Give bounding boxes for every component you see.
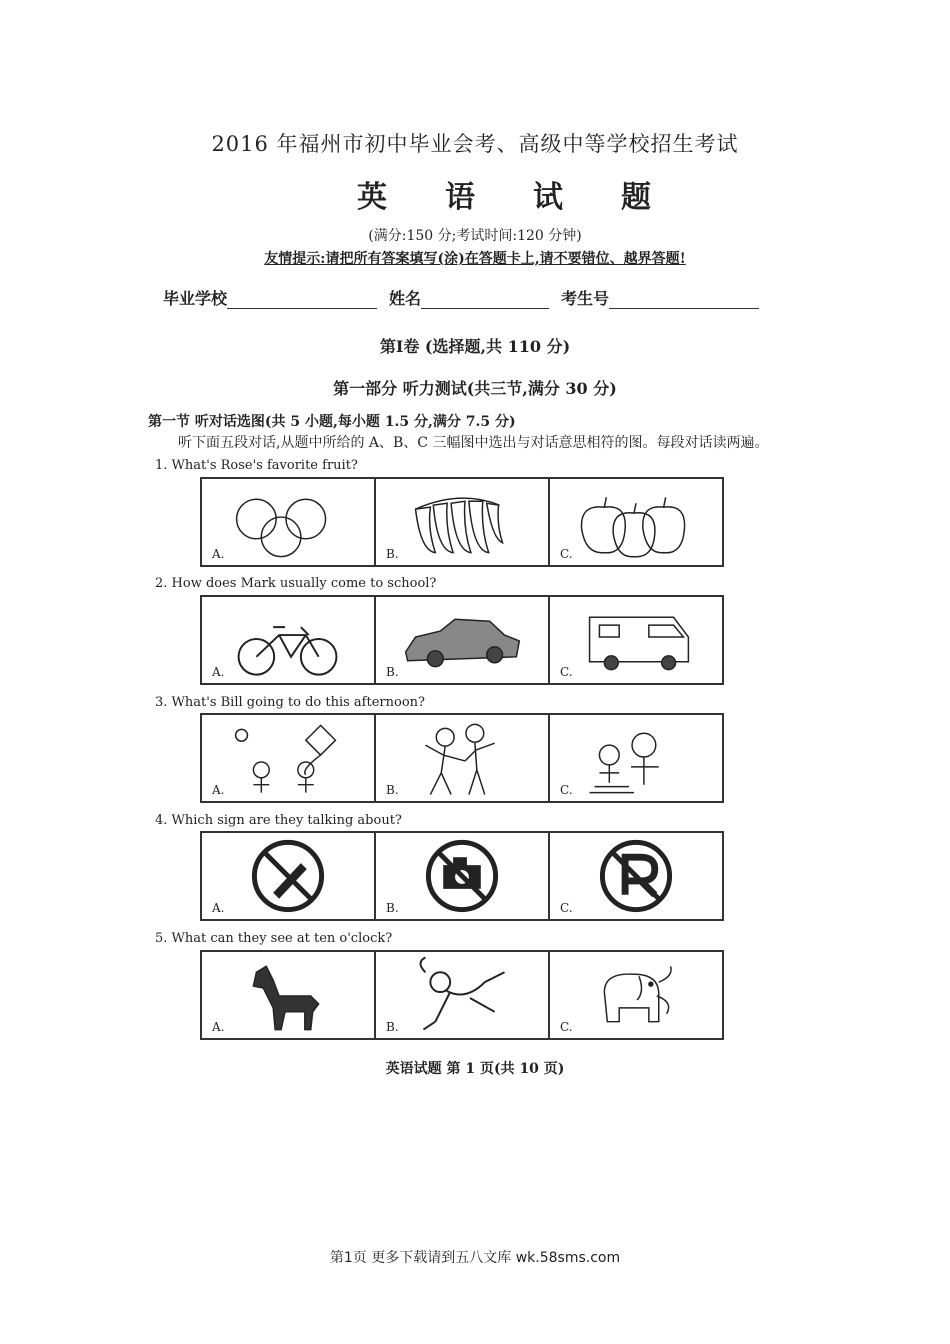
student-info-fields bbox=[163, 286, 771, 309]
school-line bbox=[227, 290, 377, 309]
apples-icon bbox=[550, 479, 722, 565]
option-label: A. bbox=[212, 901, 225, 915]
option-label: B. bbox=[386, 901, 399, 915]
horse-icon bbox=[202, 952, 374, 1038]
subject-title: 英语试题 bbox=[357, 180, 709, 215]
question-5: 5. What can they see at ten o'clock? bbox=[155, 931, 393, 946]
option-b bbox=[376, 833, 550, 919]
question-3: 3. What's Bill going to do this afternoon? bbox=[155, 695, 425, 710]
option-label: C. bbox=[560, 665, 573, 679]
question-1-options bbox=[200, 477, 724, 567]
source-footer: 第1页 更多下载请到五八文库 wk.58sms.com bbox=[329, 1250, 621, 1266]
dancing-icon bbox=[376, 715, 548, 801]
no-photo-icon bbox=[376, 833, 548, 919]
option-a bbox=[202, 952, 376, 1038]
option-c bbox=[550, 833, 722, 919]
question-5-options bbox=[200, 950, 724, 1040]
option-label: B. bbox=[386, 547, 399, 561]
elephant-icon bbox=[550, 952, 722, 1038]
option-c bbox=[550, 597, 722, 683]
question-4-options bbox=[200, 831, 724, 921]
option-a bbox=[202, 597, 376, 683]
picnic-icon bbox=[550, 715, 722, 801]
option-label: C. bbox=[560, 901, 573, 915]
exam-title: 2016 年福州市初中毕业会考、高级中等学校招生考试 bbox=[211, 132, 739, 156]
name-label: 姓名 bbox=[389, 289, 422, 308]
bicycle-icon bbox=[202, 597, 374, 683]
van-icon bbox=[550, 597, 722, 683]
monkey-icon bbox=[376, 952, 548, 1038]
page-number: 英语试题 第 1 页(共 10 页) bbox=[385, 1061, 565, 1077]
option-b bbox=[376, 715, 550, 801]
option-a bbox=[202, 833, 376, 919]
option-b bbox=[376, 952, 550, 1038]
oranges-icon bbox=[202, 479, 374, 565]
volume-heading: 第Ⅰ卷 (选择题,共 110 分) bbox=[379, 337, 571, 356]
option-b bbox=[376, 479, 550, 565]
name-line bbox=[421, 290, 549, 309]
option-label: A. bbox=[212, 547, 225, 561]
option-a bbox=[202, 715, 376, 801]
exam-meta: (满分:150 分;考试时间:120 分钟) bbox=[368, 228, 582, 244]
option-label: B. bbox=[386, 1020, 399, 1034]
car-icon bbox=[376, 597, 548, 683]
option-label: A. bbox=[212, 783, 225, 797]
option-c bbox=[550, 715, 722, 801]
school-label: 毕业学校 bbox=[163, 289, 228, 308]
option-a bbox=[202, 479, 376, 565]
friendly-tip: 友情提示:请把所有答案填写(涂)在答题卡上,请不要错位、越界答题! bbox=[264, 251, 686, 267]
option-c bbox=[550, 952, 722, 1038]
option-label: B. bbox=[386, 665, 399, 679]
option-b bbox=[376, 597, 550, 683]
no-smoking-icon bbox=[202, 833, 374, 919]
question-2: 2. How does Mark usually come to school? bbox=[155, 576, 437, 591]
option-c bbox=[550, 479, 722, 565]
section-heading: 第一节 听对话选图(共 5 小题,每小题 1.5 分,满分 7.5 分) bbox=[148, 414, 516, 430]
kite-flying-icon bbox=[202, 715, 374, 801]
id-line bbox=[609, 290, 759, 309]
instruction-text: 听下面五段对话,从题中所给的 A、B、C 三幅图中选出与对话意思相符的图。每段对话读两遍。 bbox=[178, 435, 769, 451]
option-label: A. bbox=[212, 665, 225, 679]
part-heading: 第一部分 听力测试(共三节,满分 30 分) bbox=[333, 379, 617, 398]
option-label: B. bbox=[386, 783, 399, 797]
id-label: 考生号 bbox=[561, 289, 610, 308]
option-label: A. bbox=[212, 1020, 225, 1034]
option-label: C. bbox=[560, 547, 573, 561]
option-label: C. bbox=[560, 783, 573, 797]
question-3-options bbox=[200, 713, 724, 803]
question-1: 1. What's Rose's favorite fruit? bbox=[155, 458, 358, 473]
bananas-icon bbox=[376, 479, 548, 565]
option-label: C. bbox=[560, 1020, 573, 1034]
no-parking-icon bbox=[550, 833, 722, 919]
question-2-options bbox=[200, 595, 724, 685]
question-4: 4. Which sign are they talking about? bbox=[155, 813, 402, 828]
